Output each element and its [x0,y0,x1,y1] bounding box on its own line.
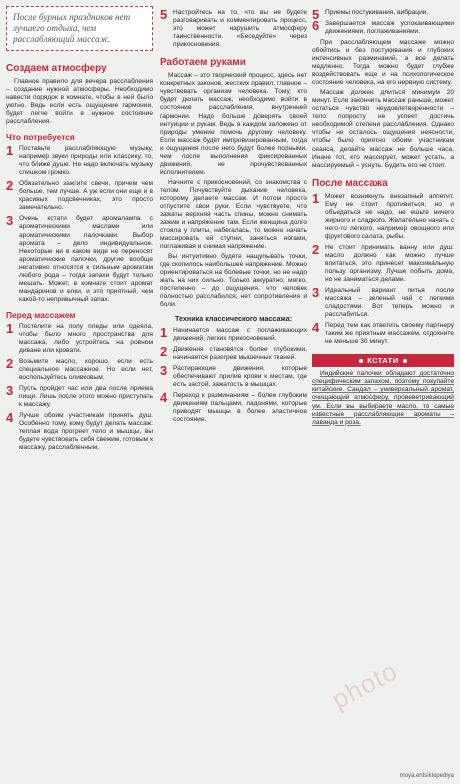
watermark: photo [326,655,403,715]
paragraph: При расслабляющем массаже можно обойтись и без постукивания и глубоких интенсивных разминаний, а все делать медленно. Тогда можно будет глубже воздействовать еще и на психологическое состояние человека, на его нервную систему. [312,39,454,87]
list-item: 5 Приемы постукивания, вибрации. [312,7,429,22]
tip-text: Индийские палочки обладают достаточно специфическим запахом, поэтому покупайте китайские. Сандал – универсальный аромат, очищающий атмосферу, провеветривающий ум. Если вы выбираете масло, то самые известные расслабляющие ароматы – лаванда и роза. [312,370,454,426]
heading-work-hands: Работаем руками [160,57,246,69]
list-item: 3 Растирающие движения, которые обеспечивают прилив крови к местам, где есть застой, зажатость в мышцах. [160,363,307,389]
list-item: 1 Поставьте расслабляющую музыку, например звуки природы или классику, то, что ближе душе. Не надо включать музыку слишком громко. [6,143,153,177]
paragraph: Вы интуитивно будете нащупывать точки, где скопилось наибольшее напряжение. Можно ориентироваться на болевые точки, но не надо жать на них сильно. Только аккуратно, мягко, постепенно – до ощущения, что человек полностью расслабился, нет сопротивления и боли. [160,253,307,309]
list-item: 4 Лучше обоим участникам принять душ. Особенно тому, кому будут делать массаж: теплая вода прогреет тело и мышцы, вы будете чувствовать себя свежим, готовым к массажу, расслабленным. [6,410,153,452]
list-item: 2 Не стоит принимать ванну или душ: масло должно как можно лучше впитаться, это принесет максимальную пользу организму. Лучше побыть дома, но не заниматься делами. [312,241,454,284]
heading-what-needed: Что потребуется [6,131,75,142]
list-item: 2 Возьмите масло, хорошо, если есть специальное массажное. Но если нет, воспользуйтесь оливковым. [6,356,153,382]
heading-technique: Техника классического массажа: [174,314,293,324]
paragraph-atmosphere: Главное правило для вечера расслабления – создание нужной атмосферы. Необходимо навести порядок в комнате, чтобы в ней было уютно. Ведь если есть ощущение гармонии, будет легче войти в нужное состояние расслабления. [6,77,153,125]
list-item: 5 Настройтесь на то, что вы не будете разговаривать и комментировать процесс, это может нарушить атмосферу таинственности. «Беседуйте» через прикосновения. [160,7,307,49]
list-item: 1 Постелите на полу пледы или одеяла, чтобы было много пространства для массажа, либо устройтесь на ровном диване или кровати. [6,321,153,355]
tip-heading: КСТАТИ [312,354,454,367]
column-2 [160,6,307,427]
paragraph: Массаж – это творческий процесс, здесь нет конкретных законов, жестких правил, главное – чувствовать организм человека. Тому, кто будет делать массаж, необходимо войти в состояние расслабления, внутренней гармонии. Надо больше доверять своей интуиции и рукам. Ведь в каждом заложено от природы умение помочь другому человеку. Если массаж будет импровизированным, тогда и ощущения после него будут более полными, чем после выполнения фиксированных движений, не прочувствованных исполнителем. [160,72,307,176]
list-item: 2 Обязательно зажгите свечи, причем чем больше, тем лучше. А уж если они еще и в красивых подсвечниках, это просто замечательно. [6,178,153,212]
column-1 [6,6,153,456]
list-item: 3 Очень кстати будет аромалампа с ароматическими маслами или ароматическими палочками. Выбор аромата – дело индивидуальное. Некоторые ни в каком виде не переносят ароматические палочки, другие вообще негативно относятся к сильным ароматам любого рода – тогда запахи будут только мешать. Может, в комнате стоит аромат мандаринов и елки, и это приятный, чем какой-то непривычный запах. [6,213,153,303]
list-item: 2 Движения становятся более глубокими, начинается разогрев мышечных тканей. [160,344,307,362]
list-item: 1 Начинается массаж с поглаживающих движений, легких прикосновений. [160,325,307,343]
paragraph: Начните с прикосновений, со знакомства с телом. Почувствуйте дыхание человека, которому делаете массаж. И потом просто отпустите свои руки. Если чувствуете, что зажаты верхняя часть спины, можно снимать зажим и напряжение там. Если женщина долго стояла у плиты, набегалась, то можно начать массировать ей ступни, заняться ногами, поглаживая и снимая напряжение. [160,178,307,250]
bullet-icon [403,359,407,363]
heading-atmosphere: Создаем атмосферу [6,62,107,74]
list-item: 3 Пусть пройдет час или два после приема пищи. Лишь после этого можно приступать к массажу. [6,383,153,409]
heading-after-massage: После массажа [312,177,388,189]
list-item: 3 Идеальный вариант питья после массажа – зеленый чай с легкими сладостями. Вот теперь можно и расслабиться. [312,285,454,319]
list-item: 1 Может возникнуть внезапный аппетит. Ему не стоит противиться, но и объедаться не надо, не ешьте ничего жирного и сладкого. Желательно начать с чего-то легкого, например овощного или фруктового салата, рыбы. [312,190,454,240]
list-item: 6 Завершается массаж успокаивающими движениями, поглаживаниями. [312,18,454,36]
heading-before-massage: Перед массажем [6,309,76,320]
bullet-icon [359,359,363,363]
list-item: 4 Перед тем как ответить своему партнеру таким же приятным массажем, отдохните не меньше 30 минут. [312,320,454,346]
column-3 [312,6,454,429]
list-item: 4 Переход к разминаниям – более глубоким движениям пальцами, ладонями, которые приводят мышцы в более эластичное состояние. [160,390,307,424]
paragraph: Массаж должен длиться минимум 20 минут. Если закончить массаж раньше, может остаться чувство неудовлетворенности – тело попросту не успеет достичь необходимой степени расслабления. Однако чтобы не осталось ощущения неясности, чтобы было приятно обоим участникам сеанса, делайте массаж не больше часа. Иначе тот, кто массирует, может устать, а массируемый – уснуть. Будить его не стоит. [312,89,454,169]
intro-box: После бурных праздников нет лучшего отдыха, чем расслабляющий массаж. [6,6,153,51]
source-caption: moya.entsiklopediya [399,772,454,779]
